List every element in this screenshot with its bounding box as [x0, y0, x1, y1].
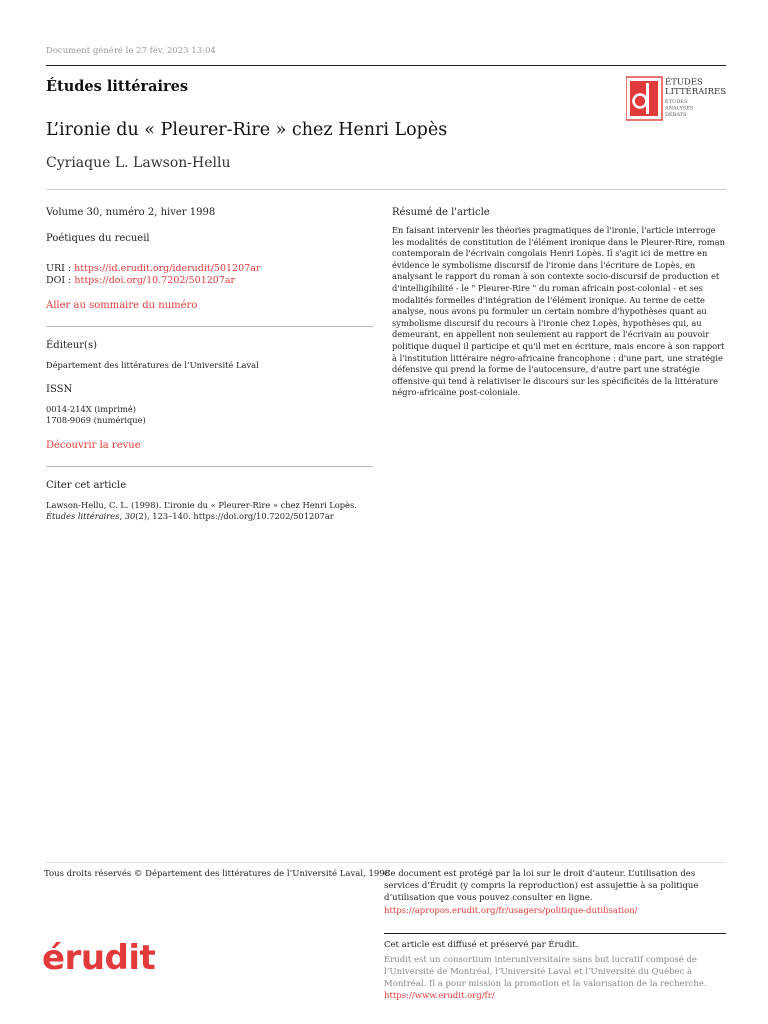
abstract-label: Résumé de l'article: [392, 207, 490, 218]
logo-sub-2: ANALYSES: [665, 105, 694, 112]
left-divider-2: [46, 466, 373, 467]
issn-label: ISSN: [46, 384, 73, 395]
citation-rest: (2), 123–140. https://doi.org/10.7202/501207ar: [135, 511, 334, 521]
citation-text: [46, 500, 376, 522]
policy-link[interactable]: https://apropos.erudit.org/fr/usagers/politique-dutilisation/: [384, 906, 638, 917]
doi-label: DOI :: [46, 275, 75, 286]
issn-digital: 1708-9069 (numérique): [46, 415, 146, 425]
logo-sub-3: DÉBATS: [665, 112, 687, 118]
footer-divider-2: [384, 933, 726, 934]
erudit-logo: érudit: [42, 938, 156, 978]
left-divider-1: [46, 326, 373, 327]
uri-link[interactable]: https://id.erudit.org/iderudit/501207ar: [74, 263, 261, 274]
issue-volume: Volume 30, numéro 2, hiver 1998: [46, 207, 216, 218]
citation-volume: 30: [124, 511, 136, 521]
doi-line: [46, 275, 235, 286]
top-rule: [46, 65, 726, 66]
erudit-site-link[interactable]: https://www.erudit.org/fr/: [384, 991, 495, 1002]
consortium-text: Érudit est un consortium interuniversitaire sans but lucratif composé de l’Université de Montréal, l’Université Laval et l’Université du Québec à Montréal. Il a pour mission la promotion et la valorisation de la recherche.: [384, 955, 707, 989]
journal-logo: [626, 76, 730, 122]
issue-section: Poétiques du recueil: [46, 233, 150, 244]
uri-label: URI :: [46, 263, 75, 274]
footer-divider: [46, 862, 726, 863]
rights-notice: Tous droits réservés © Département des littératures de l’Université Laval, 1998: [44, 869, 391, 879]
uri-line: [46, 263, 260, 274]
cite-label: Citer cet article: [46, 480, 127, 491]
legal-text: Ce document est protégé par la loi sur le droit d’auteur. L’utilisation des services d’Érudit (y compris la reproduction) est assujettie à sa politique d’utilisation que vous pouvez consulter en ligne.: [384, 869, 699, 903]
abstract-text: En faisant intervenir les théories pragmatiques de l'ironie, l'article interroge les modalités de constitution de l'élément ironique dans le Pleurer-Rire, roman contemporain de l'écrivain congolais Henri Lopès. Il s'agit ici de mettre en évidence le symbolisme discursif de l'ironie dans l'écriture de Lopès, en analysant le rapport du roman à son contexte socio-discursif de production et d'intelligibilité - le " Pleurer-Rire " du roman africain post-colonial - et ses modalités formelles d'intégration de l'élément ironique. Au terme de cette analyse, nous avons pu formuler un certain nombre d'hypothèses quant au symbolisme discursif du recours à l'ironie chez Lopès, hypothèses qui, au demeurant, en appellent non seulement au rapport de l'écrivain au pouvoir politique duquel il participe et qu'il met en écriture, mais encore à son rapport à l'institution littéraire négro-africaine francophone : d'une part, une stratégie défensive qui prend la forme de l'autocensure, d'autre part une stratégie offensive qui tend à relativiser le discours sur les spécificités de la littérature négro-africaine post-coloniale.: [392, 225, 725, 398]
logo-sub-1: ÉTUDES: [665, 99, 688, 105]
toc-link[interactable]: Aller au sommaire du numéro: [46, 300, 198, 311]
citation-line-2: Études littéraires, 30(2), 123–140. https://doi.org/10.7202/501207ar: [46, 511, 334, 521]
discover-journal-link[interactable]: Découvrir la revue: [46, 440, 141, 451]
article-title: L’ironie du « Pleurer-Rire » chez Henri Lopès: [46, 120, 448, 140]
publisher-label: Éditeur(s): [46, 340, 97, 351]
article-author: Cyriaque L. Lawson-Hellu: [46, 155, 231, 171]
legal-notice: [384, 869, 704, 918]
diffuse-notice: Cet article est diffusé et préservé par Érudit.: [384, 940, 579, 950]
header-divider: [46, 189, 726, 190]
logo-text-1: ÉTUDES: [665, 77, 703, 88]
journal-name: Études littéraires: [46, 78, 189, 95]
logo-text-2: LITTÉRAIRES: [665, 87, 727, 97]
citation-journal: Études littéraires: [46, 511, 120, 521]
citation-line-1: Lawson-Hellu, C. L. (1998). L’ironie du « Pleurer-Rire » chez Henri Lopès.: [46, 500, 357, 510]
publisher-name: Département des littératures de l’Université Laval: [46, 360, 259, 370]
doi-link[interactable]: https://doi.org/10.7202/501207ar: [74, 275, 236, 286]
generated-date: Document généré le 27 fév. 2023 13:04: [46, 46, 216, 56]
journal-logo-mark: [626, 76, 730, 122]
consortium-notice: [384, 955, 714, 1003]
issn-print: 0014-214X (imprimé): [46, 404, 137, 414]
